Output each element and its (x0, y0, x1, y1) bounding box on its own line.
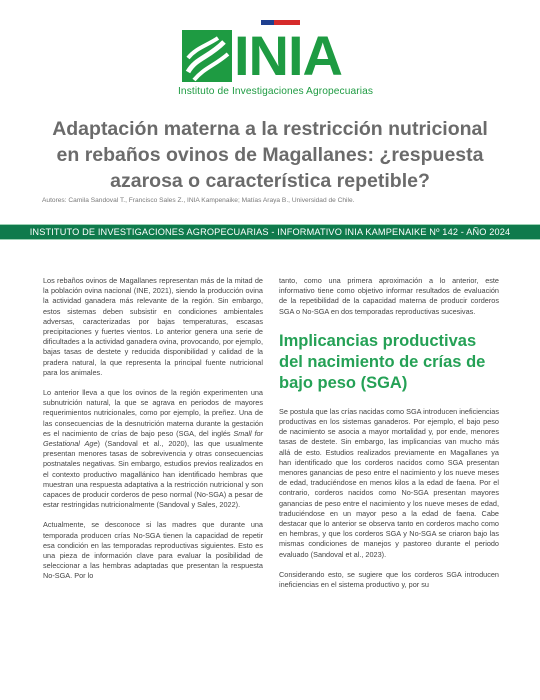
inia-leaf-icon (178, 28, 236, 86)
paragraph: Considerando esto, se sugiere que los corderos SGA introducen ineficiencias en el sistema productivo y, por su (279, 569, 499, 590)
article-authors: Autores: Camila Sandoval T., Francisco Sales Z., INIA Kampenaike; Matías Araya B., Universidad de Chile. (42, 197, 355, 204)
article-title: Adaptación materna a la restricción nutricional en rebaños ovinos de Magallanes: ¿respuesta azarosa o característica repetible? (52, 118, 488, 192)
inia-logo (178, 24, 374, 98)
paragraph: Se postula que las crías nacidas como SGA introducen ineficiencias productivas en los sistemas ganaderos. Por ejemplo, el bajo peso de nacimiento se asocia a mayor mortalidad y, por ende, menores tasas de destete. Sin embargo, las implicancias van mucho más allá de esto. Estudios realizados previamente en Magallanes ya han identificado que los corderos nacidos como SGA presentan menores ganancias de peso entre el nacimiento y los nueve meses de edad, traduciéndose en menos kilos a la edad de faena. Por el contrario, corderos nacidos como No-SGA presentan mayores ganancias de peso entre el nacimiento y los nueve meses de edad, traduciéndose en un mayor peso a la edad de faena. Cabe destacar que lo anterior se observa tanto en corderos macho como en hembras, y que los corderos SGA y No-SGA se criaron bajo las mismas condiciones de manejos y pastoreo durante el periodo evaluado (Sandoval et al., 2023). (279, 406, 499, 559)
italic-term: Small for Gestational Age (43, 428, 263, 449)
paragraph-text: ) (Sandoval et al., 2020), las que usualmente presentan menores tasas de sobrevivencia y otras consecuencias postnatales negativas. Sin embargo, estudios previos realizados en el contexto productivo magallánico han identificado hembras que muestran una respuesta adaptativa a la restricción nutricional y son capaces de producir corderos de peso normal (No-SGA) a pesar de estar restringidas nutricionalmente (Sandoval y Sales, 2022). (43, 439, 263, 510)
paragraph-text: Lo anterior lleva a que los ovinos de la región experimenten una subnutrición natural, la que se agrava en periodos de mayores requerimientos nutricionales, como por ejemplo, la preñez. Una de las consecuencias de la desnutrición materna durante la gestación es el nacimiento de crías de bajo peso (SGA, del inglés (43, 388, 263, 438)
paragraph (43, 388, 263, 510)
logo-wordmark: INIA (234, 24, 342, 87)
paragraph: tanto, como una primera aproximación a lo anterior, este informativo tiene como objetivo informar resultados de evaluación de la repetibilidad de la capacidad materna de producir corderos SGA o No-SGA en dos temporadas reproductivas sucesivas. (279, 276, 499, 316)
section-heading: Implicancias productivas del nacimiento de crías de bajo peso (SGA) (279, 331, 486, 392)
paragraph: Los rebaños ovinos de Magallanes representan más de la mitad de la población ovina nacional (INE, 2021), siendo la producción ovina la actividad ganadera más relevante de la región. Sin embargo, estos sistemas deben subsistir en condiciones ambientales adversas, caracterizadas por bajas temperaturas, escasas precipitaciones y fuertes vientos. Lo anterior genera una serie de dificultades a la actividad ganadera ovina, provocando, por ejemplo, bajas tasas de destete y reducida disponibilidad y calidad de la pradera natural, la que representa la principal fuente nutricional para los animales. (43, 276, 263, 377)
right-column (279, 276, 499, 600)
publication-banner (0, 224, 540, 240)
banner-text: INSTITUTO DE INVESTIGACIONES AGROPECUARIAS - INFORMATIVO INIA KAMPENAIKE Nº 142 - AÑO 2024 (29, 227, 511, 237)
paragraph: Actualmente, se desconoce si las madres que durante una temporada producen crías No-SGA tienen la capacidad de repetir esa condición en las temporadas reproductivas siguientes. Esto es una pieza de información clave para evaluar la posibilidad de seleccionar a las hembras adaptadas que presentan la respuesta No-SGA. Por lo (43, 520, 263, 581)
institute-name: Instituto de Investigaciones Agropecuarias (178, 86, 374, 97)
left-column (43, 276, 263, 592)
